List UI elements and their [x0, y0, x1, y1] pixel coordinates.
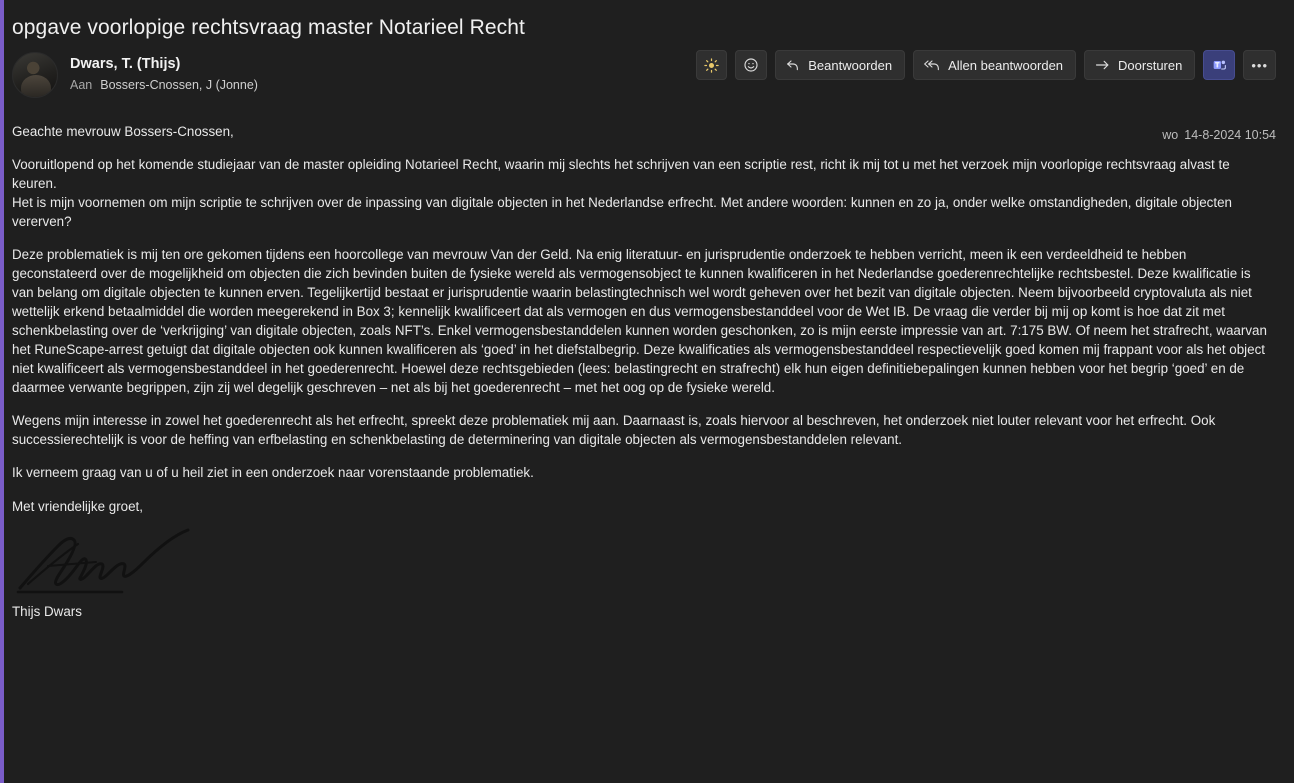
forward-button-label: Doorsturen	[1118, 57, 1183, 73]
emoji-reaction-button[interactable]	[735, 50, 767, 80]
reply-button-label: Beantwoorden	[808, 57, 893, 73]
accent-bar	[0, 0, 4, 783]
avatar	[12, 52, 58, 98]
body-paragraph-3: Deze problematiek is mij ten ore gekomen tijdens een hoorcollege van mevrouw Van der Geld. Na enig literatuur- en jurisprudentie onderzoek te hebben verricht, meen ik een verdeeldheid te hebben geconstateerd over de mogelijkheid om objecten die zich bevinden buiten de fysieke wereld als vermogensobject te kunnen kwalificeren in het Nederlandse goederenrechtelijke rechtsbestel. Deze kwalificatie is van belang om digitale objecten te kunnen erven. Tegelijkertijd bestaat er jurisprudentie waarin belastingtechnisch wel wordt geheven over het bezit van digitale objecten. Neem bijvoorbeeld cryptovaluta als niet wettelijk erkend betaalmiddel die worden meegerekend in Box 3; kennelijk kwalificeert dat als vermogen en dus vermogensbestanddeel voor de Wet IB. De vraag die verder bij mij op komt is hoe dat zit met schenkbelasting over de ‘verkrijging’ van digitale objecten, zoals NFT’s. Enkel vermogensbestanddelen kunnen worden geschonken, zo is mijn eerste impressie van art. 7:175 BW. Of neem het strafrecht, waarvan het RuneScape-arrest getuigt dat digitale objecten ook kunnen kwalificeren als ‘goed’ in het diefstalbegrip. Deze kwalificaties als vermogensbestanddeel respectievelijk goed komen mij frappant voor als het object niet kwalificeert als vermogensbestanddeel in het goederenrecht. Hoewel deze rechtsgebieden (lees: belastingrecht en strafrecht) elk hun eigen definitiebepalingen kunnen hebben voor het begrip ‘goed’ en de daarmee verwante begrippen, zijn zij wel degelijk geschreven – net als bij het goederenrecht – met het oog op de fysieke wereld.	[12, 247, 1267, 396]
reply-button[interactable]	[775, 50, 905, 80]
body-paragraph-1: Vooruitlopend op het komende studiejaar van de master opleiding Notarieel Recht, waarin mij slechts het schrijven van een scriptie rest, richt ik mij tot u met het verzoek mijn voorlopige rechtsvraag alvast te keuren.	[12, 157, 1230, 192]
more-horizontal-icon: •••	[1251, 57, 1268, 73]
sender-block	[70, 48, 258, 95]
body-paragraph-4: Wegens mijn interesse in zowel het goederenrecht als het erfrecht, spreekt deze problematiek mij aan. Daarnaast is, zoals hiervoor al beschreven, het onderzoek niet louter relevant voor het erfrecht. Ook successierechtelijk is voor de heffing van erfbelasting en schenkbelasting de determinering van digitale objecten als vermogensbestanddelen relevant.	[12, 413, 1216, 448]
page-title: opgave voorlopige rechtsvraag master Notarieel Recht	[12, 16, 525, 39]
sender-name[interactable]: Dwars, T. (Thijs)	[70, 56, 181, 72]
body-closing: Met vriendelijke groet,	[12, 498, 143, 514]
message-actions-toolbar	[696, 50, 1276, 80]
recipient-value[interactable]: Bossers-Cnossen, J (Jonne)	[100, 78, 258, 93]
forward-button[interactable]	[1084, 50, 1195, 80]
body-paragraph-5: Ik verneem graag van u of u heil ziet in een onderzoek naar vorenstaande problematiek.	[12, 465, 534, 481]
emoji-icon	[743, 57, 759, 73]
message-body	[0, 108, 1294, 783]
body-paragraph-2: Het is mijn voornemen om mijn scriptie te schrijven over de inpassing van digitale objecten in het Nederlandse erfrecht. Met andere woorden: kunnen en zo ja, onder welke omstandigheden, digitale objecten vererven?	[12, 195, 1232, 230]
reply-all-icon	[923, 57, 941, 73]
svg-text:T: T	[1215, 63, 1220, 70]
timestamp-day: wo	[1162, 128, 1179, 142]
brightness-button[interactable]	[696, 50, 727, 80]
signature-image	[12, 522, 212, 600]
teams-share-button[interactable]	[1203, 50, 1235, 80]
recipients-row	[70, 76, 258, 95]
reply-all-button[interactable]	[913, 50, 1076, 80]
teams-share-icon	[1211, 57, 1227, 73]
body-greeting: Geachte mevrouw Bossers-Cnossen,	[12, 124, 234, 139]
subject-row	[0, 0, 1294, 46]
brightness-icon	[704, 58, 719, 73]
recipient-label: Aan	[70, 78, 93, 93]
more-options-button[interactable]	[1243, 50, 1276, 80]
signature-name: Thijs Dwars	[12, 603, 82, 619]
message-timestamp	[1162, 128, 1276, 142]
forward-arrow-icon	[1094, 57, 1111, 73]
reply-all-button-label: Allen beantwoorden	[948, 57, 1064, 73]
timestamp-date: 14-8-2024 10:54	[1184, 128, 1276, 142]
reply-icon	[785, 57, 801, 73]
